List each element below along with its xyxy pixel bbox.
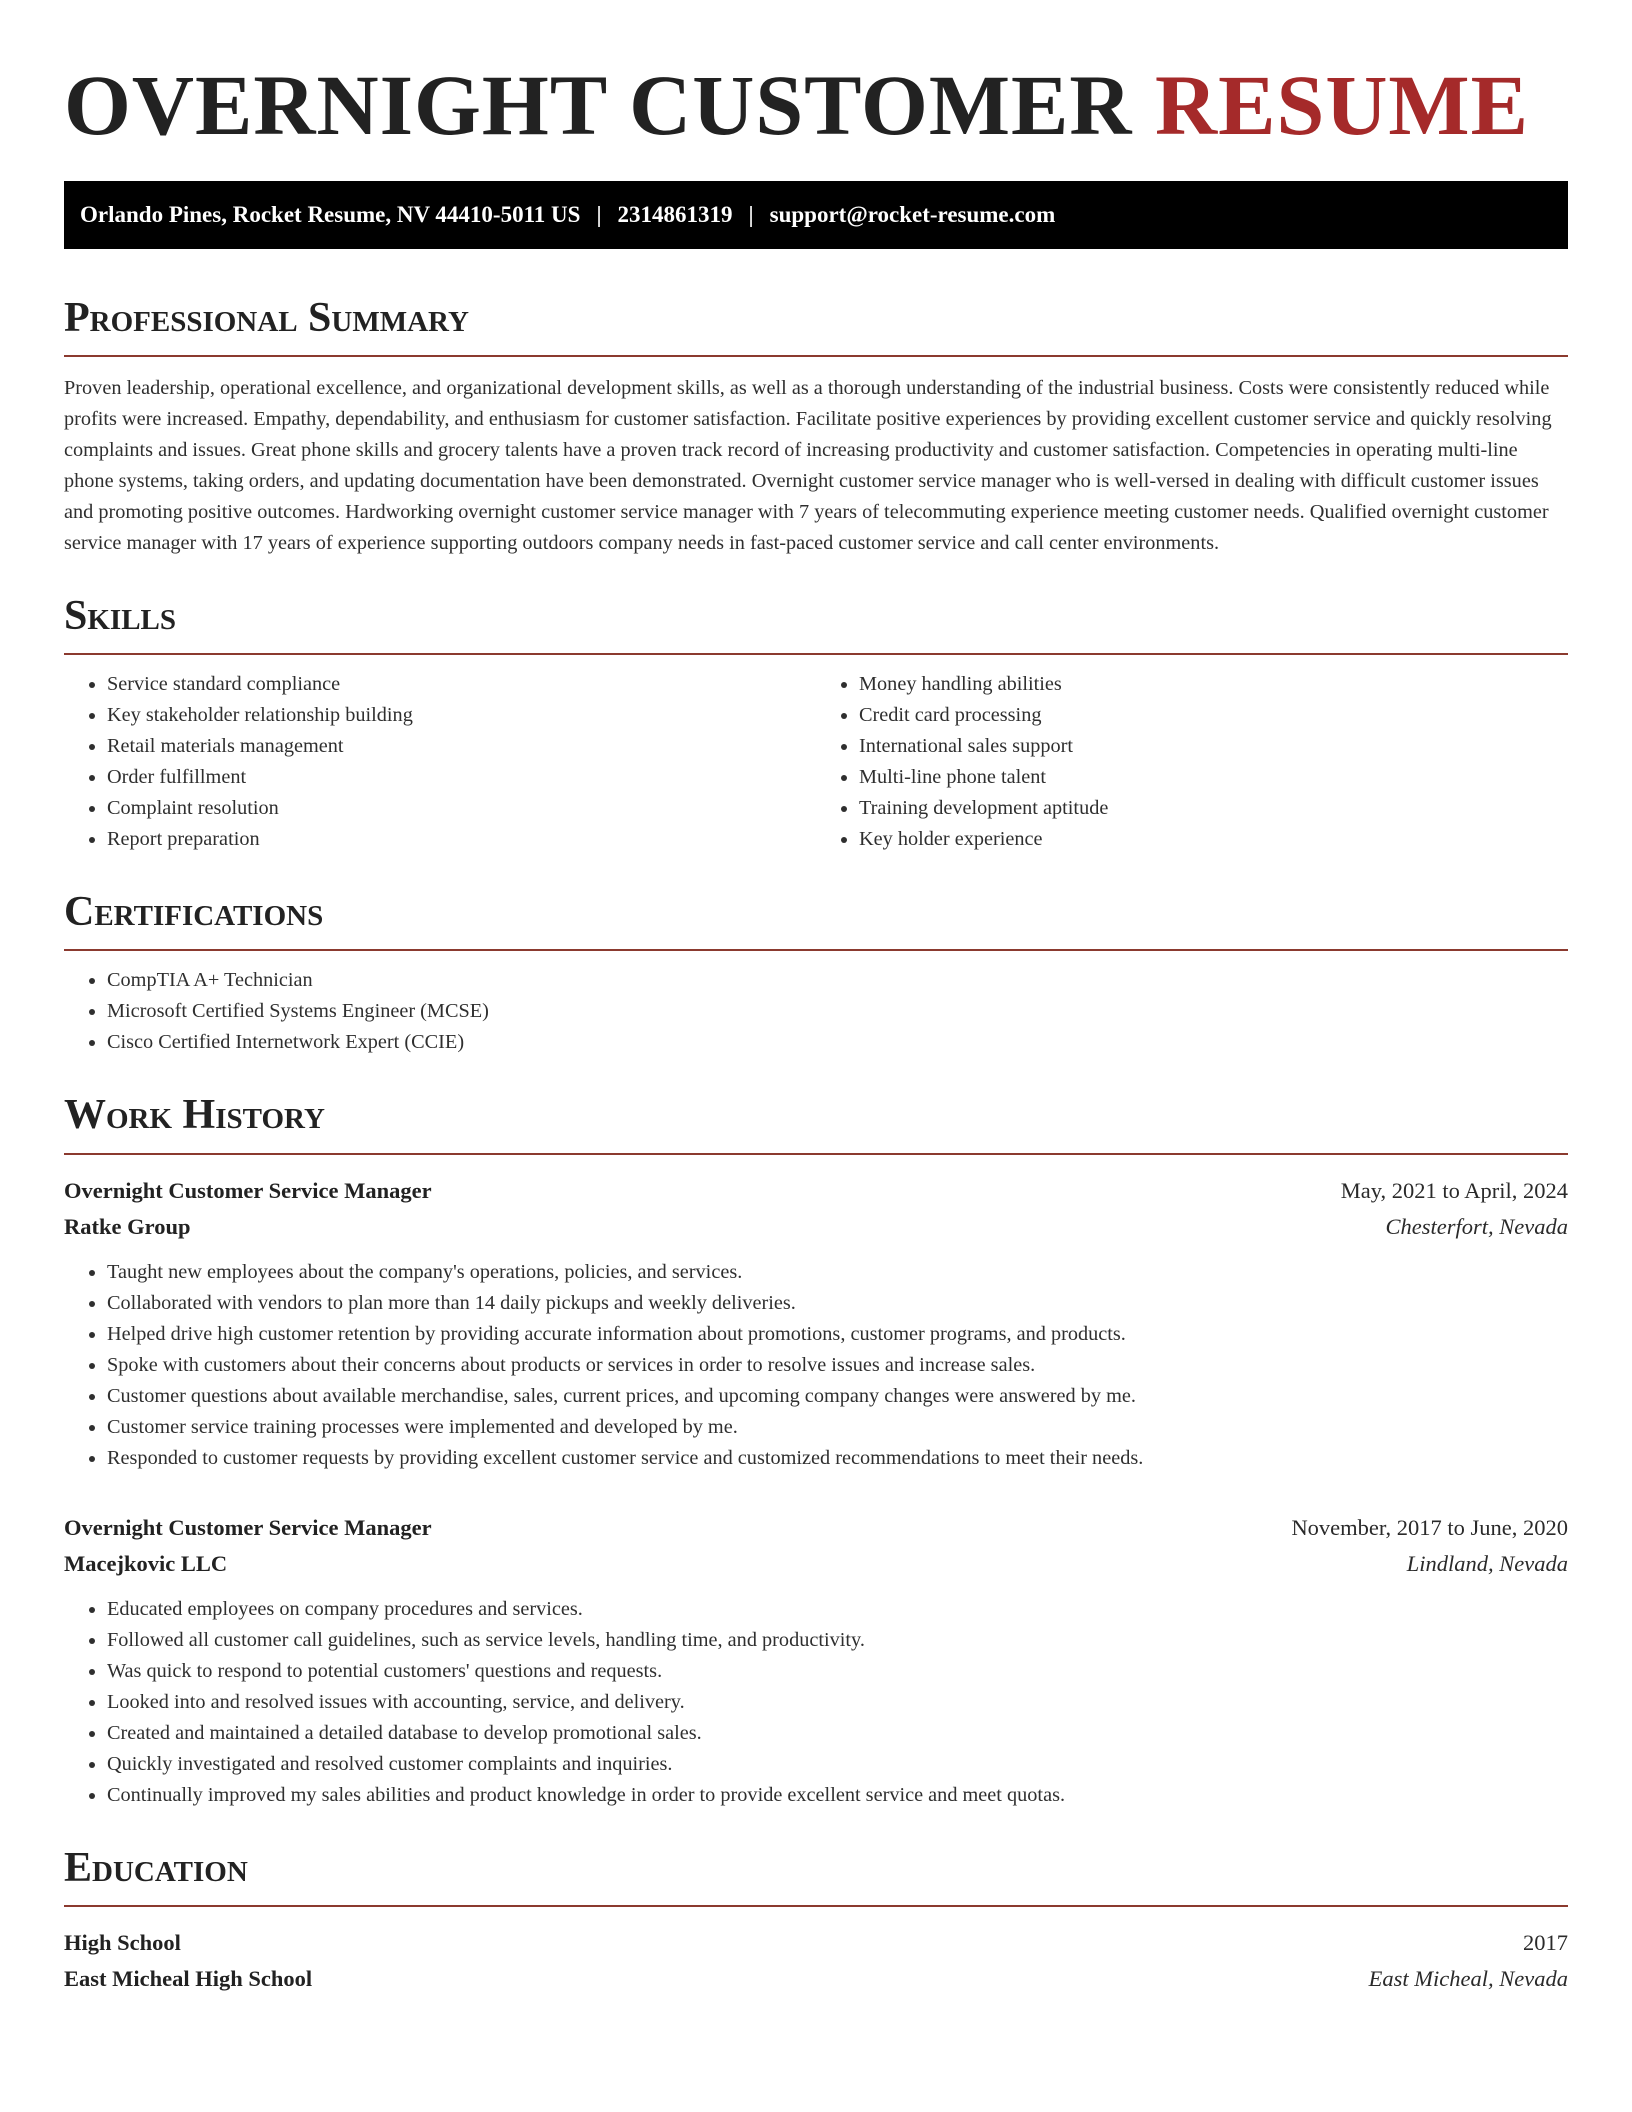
job-entry xyxy=(64,1510,1568,1811)
job-bullet: • Taught new employees about the company's operations, policies, and services. xyxy=(107,1257,1568,1288)
job-bullet: • Followed all customer call guidelines, such as service levels, handling time, and productivity. xyxy=(107,1625,1568,1656)
education-location: East Micheal, Nevada xyxy=(1368,1965,1568,1991)
job-bullet: • Created and maintained a detailed database to develop promotional sales. xyxy=(107,1718,1568,1749)
job-bullet: • Responded to customer requests by providing excellent customer service and customized recommendations to meet their needs. xyxy=(107,1443,1568,1474)
certification-item: • Cisco Certified Internetwork Expert (CCIE) xyxy=(107,1027,1568,1058)
job-company-row xyxy=(64,1209,1568,1245)
job-title: Overnight Customer Service Manager xyxy=(64,1177,432,1203)
skills-heading: Skills xyxy=(64,593,1568,655)
skills-list-left xyxy=(64,669,816,855)
certifications-list xyxy=(64,965,1568,1058)
education-school: East Micheal High School xyxy=(64,1965,313,1991)
education-heading: Education xyxy=(64,1845,1568,1907)
title-main: OVERNIGHT CUSTOMER xyxy=(64,57,1133,153)
skills-grid xyxy=(64,655,1568,855)
job-header-row xyxy=(64,1510,1568,1546)
skills-list-right xyxy=(816,669,1568,855)
certification-item: • Microsoft Certified Systems Engineer (MCSE) xyxy=(107,996,1568,1027)
job-bullets xyxy=(64,1594,1568,1811)
skill-item: • Complaint resolution xyxy=(107,793,816,824)
job-bullet: • Quickly investigated and resolved customer complaints and inquiries. xyxy=(107,1749,1568,1780)
education-entry xyxy=(64,1925,1568,1997)
contact-address: Orlando Pines, Rocket Resume, NV 44410-5011 US xyxy=(80,201,581,227)
job-title: Overnight Customer Service Manager xyxy=(64,1514,432,1540)
work-history-heading: Work History xyxy=(64,1092,1568,1154)
summary-text: Proven leadership, operational excellence, and organizational development skills, as well as a thorough understanding of the industrial business. Costs were consistently reduced while profits were increased. Empathy, dependability, and enthusiasm for customer satisfaction. Facilitate positive experiences by providing excellent customer service and quickly resolving complaints and issues. Great phone skills and grocery talents have a proven track record of increasing productivity and customer satisfaction. Competencies in operating multi-line phone systems, taking orders, and updating documentation have been demonstrated. Overnight customer service manager who is well-versed in dealing with difficult customer issues and promoting positive outcomes. Hardworking overnight customer service manager with 7 years of telecommuting experience meeting customer needs. Qualified overnight customer service manager with 17 years of experience supporting outdoors company needs in fast-paced customer service and call center environments. xyxy=(64,377,1552,555)
contact-email: support@rocket-resume.com xyxy=(769,201,1056,227)
skill-item: • Key holder experience xyxy=(859,824,1568,855)
job-bullet: • Spoke with customers about their concerns about products or services in order to resolve issues and increase sales. xyxy=(107,1350,1568,1381)
title-accent: RESUME xyxy=(1155,57,1529,153)
contact-separator: | xyxy=(596,201,602,227)
contact-phone: 2314861319 xyxy=(617,201,733,227)
skill-item: • Training development aptitude xyxy=(859,793,1568,824)
job-bullet: • Was quick to respond to potential customers' questions and requests. xyxy=(107,1656,1568,1687)
job-location: Chesterfort, Nevada xyxy=(1385,1213,1568,1239)
education-section xyxy=(64,1845,1568,1997)
job-header-row xyxy=(64,1173,1568,1209)
job-company-row xyxy=(64,1546,1568,1582)
skills-section xyxy=(64,593,1568,855)
skill-item: • International sales support xyxy=(859,731,1568,762)
education-school-row xyxy=(64,1961,1568,1997)
certification-item: • CompTIA A+ Technician xyxy=(107,965,1568,996)
skill-item: • Service standard compliance xyxy=(107,669,816,700)
job-bullet: • Collaborated with vendors to plan more than 14 daily pickups and weekly deliveries. xyxy=(107,1288,1568,1319)
job-bullet: • Educated employees on company procedures and services. xyxy=(107,1594,1568,1625)
skill-item: • Key stakeholder relationship building xyxy=(107,700,816,731)
job-bullet: • Looked into and resolved issues with accounting, service, and delivery. xyxy=(107,1687,1568,1718)
job-bullet: • Helped drive high customer retention by providing accurate information about promotions, customer programs, and products. xyxy=(107,1319,1568,1350)
skill-item: • Order fulfillment xyxy=(107,762,816,793)
contact-separator: | xyxy=(748,201,754,227)
skill-item: • Credit card processing xyxy=(859,700,1568,731)
summary-section xyxy=(64,295,1568,559)
job-dates: May, 2021 to April, 2024 xyxy=(1340,1177,1568,1203)
summary-heading: Professional Summary xyxy=(64,295,1568,357)
certifications-section xyxy=(64,889,1568,1058)
education-header-row xyxy=(64,1925,1568,1961)
job-bullets xyxy=(64,1257,1568,1474)
skill-item: • Multi-line phone talent xyxy=(859,762,1568,793)
resume-title xyxy=(64,56,1568,155)
job-bullet: • Customer service training processes were implemented and developed by me. xyxy=(107,1412,1568,1443)
education-degree: High School xyxy=(64,1929,181,1955)
job-bullet: • Customer questions about available merchandise, sales, current prices, and upcoming company changes were answered by me. xyxy=(107,1381,1568,1412)
job-bullet: • Continually improved my sales abilities and product knowledge in order to provide excellent service and meet quotas. xyxy=(107,1780,1568,1811)
skill-item: • Money handling abilities xyxy=(859,669,1568,700)
education-year: 2017 xyxy=(1523,1929,1568,1955)
job-entry xyxy=(64,1173,1568,1474)
job-company: Ratke Group xyxy=(64,1213,191,1239)
job-company: Macejkovic LLC xyxy=(64,1550,228,1576)
job-location: Lindland, Nevada xyxy=(1406,1550,1568,1576)
certifications-heading: Certifications xyxy=(64,889,1568,951)
skill-item: • Retail materials management xyxy=(107,731,816,762)
work-history-section xyxy=(64,1092,1568,1810)
contact-bar xyxy=(64,181,1568,249)
skill-item: • Report preparation xyxy=(107,824,816,855)
job-dates: November, 2017 to June, 2020 xyxy=(1291,1514,1568,1540)
